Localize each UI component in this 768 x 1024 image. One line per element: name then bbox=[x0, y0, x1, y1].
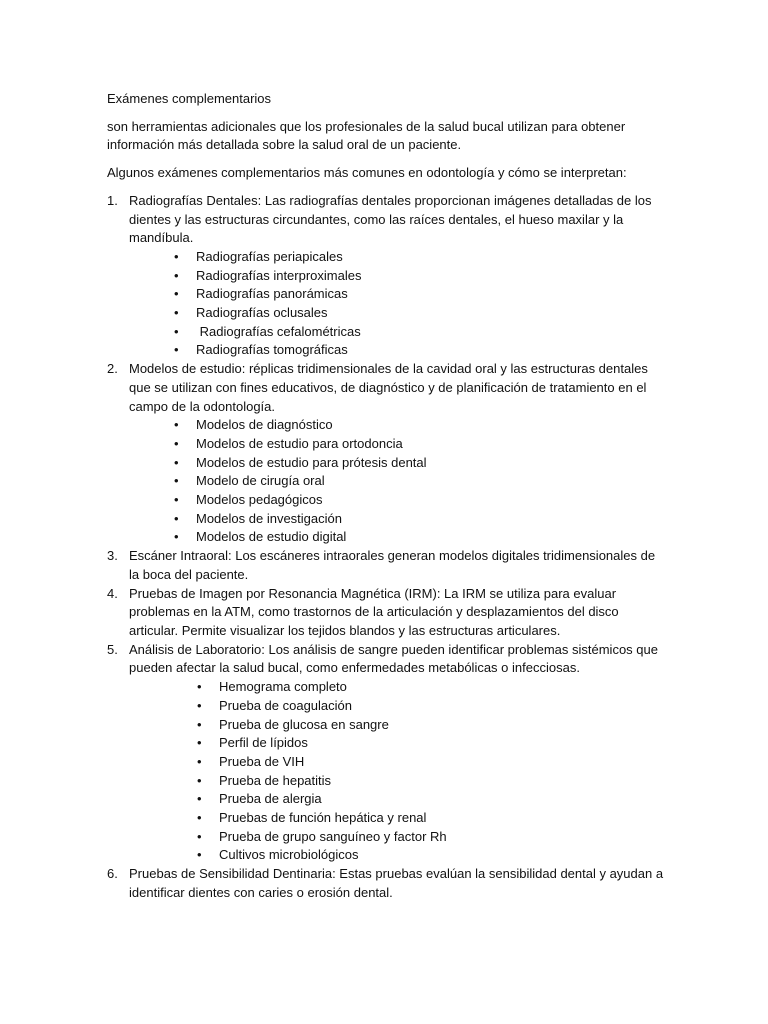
bullet-icon: • bbox=[197, 735, 202, 751]
sub-item bbox=[174, 416, 667, 435]
bullet-icon: • bbox=[197, 697, 202, 713]
sub-item-text: Radiografías interproximales bbox=[196, 267, 362, 283]
bullet-icon: • bbox=[174, 435, 179, 451]
bullet-icon: • bbox=[174, 248, 179, 264]
bullet-icon: • bbox=[174, 473, 179, 489]
item-number: 4. bbox=[107, 585, 118, 601]
item-text: Pruebas de Sensibilidad Dentinaria: Estas pruebas evalúan la sensibilidad dental y ayudan a identificar dientes con caries o erosión dental. bbox=[129, 866, 664, 900]
sub-item bbox=[174, 491, 667, 510]
sub-item bbox=[197, 828, 667, 847]
bullet-icon: • bbox=[174, 454, 179, 470]
sub-item-text: Radiografías tomográficas bbox=[196, 342, 348, 358]
sub-list bbox=[129, 248, 667, 360]
lead-paragraph: Algunos exámenes complementarios más comunes en odontología y cómo se interpretan: bbox=[107, 165, 627, 181]
bullet-icon: • bbox=[174, 305, 179, 321]
document-title: Exámenes complementarios bbox=[107, 91, 272, 106]
sub-item-text: Modelos de estudio para prótesis dental bbox=[196, 454, 427, 470]
bullet-icon: • bbox=[174, 342, 179, 358]
sub-item-text: Modelo de cirugía oral bbox=[196, 473, 325, 489]
sub-item-text: Prueba de coagulación bbox=[219, 697, 352, 713]
bullet-icon: • bbox=[197, 679, 202, 695]
sub-item-text: Modelos de investigación bbox=[196, 510, 342, 526]
sub-item bbox=[197, 790, 667, 809]
item-number: 1. bbox=[107, 192, 118, 208]
bullet-icon: • bbox=[197, 847, 202, 863]
sub-item bbox=[197, 772, 667, 791]
sub-item bbox=[174, 472, 667, 491]
sub-item-text: Cultivos microbiológicos bbox=[219, 847, 359, 863]
item-number: 5. bbox=[107, 641, 118, 657]
sub-item bbox=[174, 285, 667, 304]
sub-item bbox=[174, 528, 667, 547]
item-text: Pruebas de Imagen por Resonancia Magnética (IRM): La IRM se utiliza para evaluar problemas en la ATM, como trastornos de la articulación y desplazamientos del disco articular. Permite visualizar los tejidos blandos y las estructuras articulares. bbox=[129, 585, 619, 638]
sub-item-text: Radiografías panorámicas bbox=[196, 286, 348, 302]
intro-paragraph: son herramientas adicionales que los profesionales de la salud bucal utilizan para obtener información más detallada sobre la salud oral de un paciente. bbox=[107, 118, 626, 153]
sub-item-text: Modelos de estudio para ortodoncia bbox=[196, 435, 403, 451]
sub-item bbox=[174, 454, 667, 473]
sub-item bbox=[197, 753, 667, 772]
sub-item-text: Modelos de diagnóstico bbox=[196, 417, 333, 433]
sub-item-text: Modelos de estudio digital bbox=[196, 529, 347, 545]
item-text: Escáner Intraoral: Los escáneres intraorales generan modelos digitales tridimensionales de la boca del paciente. bbox=[129, 548, 656, 582]
exam-item-1 bbox=[107, 192, 667, 360]
bullet-icon: • bbox=[174, 267, 179, 283]
item-text: Análisis de Laboratorio: Los análisis de sangre pueden identificar problemas sistémicos que pueden afectar la salud bucal, como enfermedades metabólicas o infecciosas. bbox=[129, 641, 658, 676]
sub-list bbox=[129, 678, 667, 865]
sub-item-text: Hemograma completo bbox=[219, 679, 347, 695]
item-number: 6. bbox=[107, 866, 118, 882]
item-text: Radiografías Dentales: Las radiografías dentales proporcionan imágenes detalladas de los dientes y las estructuras circundantes, como las raíces dentales, el hueso maxilar y la mandíbula. bbox=[129, 192, 652, 246]
sub-list bbox=[129, 416, 667, 547]
sub-item bbox=[174, 341, 667, 360]
bullet-icon: • bbox=[174, 417, 179, 433]
exam-list bbox=[107, 192, 667, 903]
sub-item-text: Prueba de grupo sanguíneo y factor Rh bbox=[219, 828, 447, 844]
document-body bbox=[107, 90, 667, 903]
bullet-icon: • bbox=[197, 753, 202, 769]
bullet-icon: • bbox=[174, 510, 179, 526]
sub-item bbox=[174, 510, 667, 529]
exam-item-6 bbox=[107, 865, 667, 902]
sub-item bbox=[174, 323, 667, 342]
sub-item-text: Pruebas de función hepática y renal bbox=[219, 810, 427, 826]
sub-item bbox=[197, 697, 667, 716]
sub-item-text: Radiografías oclusales bbox=[196, 305, 328, 321]
bullet-icon: • bbox=[197, 810, 202, 826]
sub-item bbox=[197, 846, 667, 865]
sub-item-text: Prueba de alergia bbox=[219, 791, 322, 807]
exam-item-4 bbox=[107, 585, 667, 641]
sub-item bbox=[197, 678, 667, 697]
exam-item-5 bbox=[107, 641, 667, 865]
bullet-icon: • bbox=[197, 828, 202, 844]
sub-item bbox=[174, 304, 667, 323]
bullet-icon: • bbox=[197, 716, 202, 732]
bullet-icon: • bbox=[174, 286, 179, 302]
bullet-icon: • bbox=[174, 492, 179, 508]
bullet-icon: • bbox=[197, 772, 202, 788]
item-number: 2. bbox=[107, 361, 118, 377]
sub-item-text: Prueba de hepatitis bbox=[219, 772, 332, 788]
sub-item bbox=[174, 435, 667, 454]
sub-item bbox=[197, 734, 667, 753]
sub-item-text: Modelos pedagógicos bbox=[196, 492, 323, 508]
item-text: Modelos de estudio: réplicas tridimensionales de la cavidad oral y las estructuras dentales que se utilizan con fines educativos, de diagnóstico y de planificación de tratamiento en el campo de la odontología. bbox=[129, 361, 648, 414]
exam-item-2 bbox=[107, 360, 667, 547]
sub-item-text: Perfil de lípidos bbox=[219, 735, 308, 751]
sub-item-text: Prueba de VIH bbox=[219, 753, 305, 769]
sub-item bbox=[174, 267, 667, 286]
exam-item-3 bbox=[107, 547, 667, 584]
sub-item bbox=[174, 248, 667, 267]
bullet-icon: • bbox=[174, 529, 179, 545]
sub-item-text: Radiografías periapicales bbox=[196, 248, 343, 264]
sub-item-text: Radiografías cefalométricas bbox=[196, 323, 361, 339]
bullet-icon: • bbox=[174, 323, 179, 339]
item-number: 3. bbox=[107, 548, 118, 564]
sub-item bbox=[197, 716, 667, 735]
sub-item bbox=[197, 809, 667, 828]
bullet-icon: • bbox=[197, 791, 202, 807]
sub-item-text: Prueba de glucosa en sangre bbox=[219, 716, 389, 732]
